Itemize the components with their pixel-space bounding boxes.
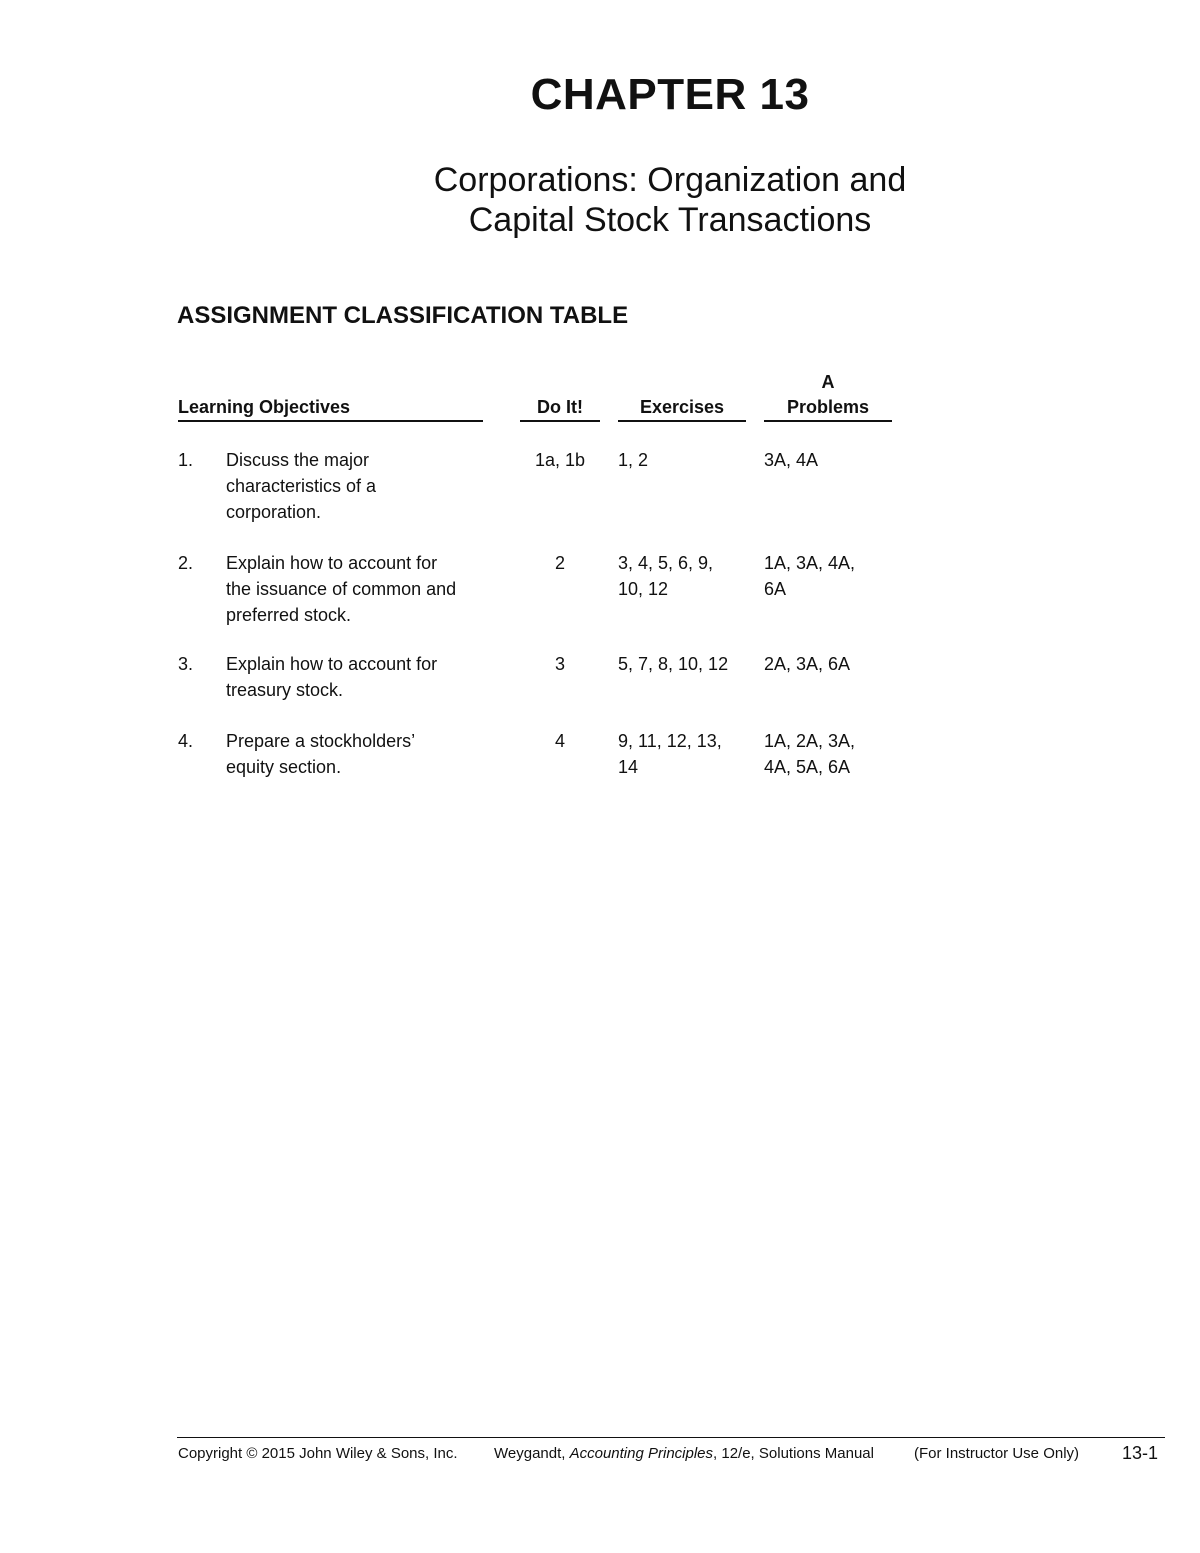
objective-text (226, 550, 456, 628)
footer-author: Weygandt, (494, 1445, 570, 1462)
problems-value (764, 447, 818, 473)
footer-usage-note: (For Instructor Use Only) (914, 1445, 1080, 1462)
chapter-title: CHAPTER 13 (530, 70, 810, 119)
problems-line: 4A, 5A, 6A (764, 757, 851, 777)
objective-line: treasury stock. (226, 680, 344, 700)
objective-line: corporation. (226, 502, 322, 522)
problems-value (764, 728, 855, 780)
objective-line: Explain how to account for (226, 553, 438, 573)
objective-line: preferred stock. (226, 605, 352, 625)
exercises-value (618, 728, 722, 780)
problems-value (764, 550, 855, 602)
exercises-value (618, 651, 728, 677)
objective-number: 3. (178, 654, 194, 674)
objective-line: equity section. (226, 757, 342, 777)
header-learning-objectives: Learning Objectives (178, 396, 483, 422)
chapter-subtitle-line-1: Corporations: Organization and (433, 161, 907, 199)
do-it-value: 2 (554, 553, 565, 573)
exercises-line: 1, 2 (618, 450, 649, 470)
objective-line: the issuance of common and (226, 579, 457, 599)
do-it-value: 1a, 1b (534, 450, 586, 470)
header-exercises: Exercises (618, 396, 746, 422)
header-problems: Problems (764, 396, 892, 422)
objective-number: 2. (178, 553, 194, 573)
chapter-subtitle-line-2: Capital Stock Transactions (468, 201, 872, 239)
objective-line: Prepare a stockholders’ (226, 731, 416, 751)
footer-citation (494, 1445, 874, 1462)
exercises-line: 14 (618, 757, 639, 777)
chapter-subtitle (0, 160, 1200, 240)
problems-line: 2A, 3A, 6A (764, 654, 851, 674)
exercises-value (618, 550, 713, 602)
problems-value (764, 651, 850, 677)
exercises-line: 3, 4, 5, 6, 9, (618, 553, 714, 573)
section-heading: ASSIGNMENT CLASSIFICATION TABLE (177, 302, 629, 329)
objective-line: Explain how to account for (226, 654, 438, 674)
objective-text (226, 651, 437, 703)
problems-line: 1A, 3A, 4A, (764, 553, 856, 573)
footer-copyright: Copyright © 2015 John Wiley & Sons, Inc. (178, 1445, 458, 1462)
objective-number: 1. (178, 450, 194, 470)
header-do-it: Do It! (520, 396, 600, 422)
problems-line: 1A, 2A, 3A, (764, 731, 856, 751)
objective-line: characteristics of a (226, 476, 377, 496)
exercises-value (618, 447, 648, 473)
do-it-value: 3 (554, 654, 565, 674)
exercises-line: 9, 11, 12, 13, (618, 731, 722, 751)
exercises-line: 10, 12 (618, 579, 669, 599)
objective-line: Discuss the major (226, 450, 370, 470)
problems-line: 6A (764, 579, 787, 599)
objective-text (226, 728, 415, 780)
footer-divider (177, 1437, 1165, 1438)
objective-text (226, 447, 376, 525)
do-it-value: 4 (554, 731, 565, 751)
problems-header-prefix: A (821, 372, 835, 392)
footer-book-title: Accounting Principles (569, 1445, 714, 1462)
footer-edition: , 12/e, Solutions Manual (713, 1445, 874, 1462)
objective-number: 4. (178, 731, 194, 751)
page-number: 13-1 (1122, 1443, 1159, 1463)
problems-line: 3A, 4A (764, 450, 819, 470)
exercises-line: 5, 7, 8, 10, 12 (618, 654, 729, 674)
